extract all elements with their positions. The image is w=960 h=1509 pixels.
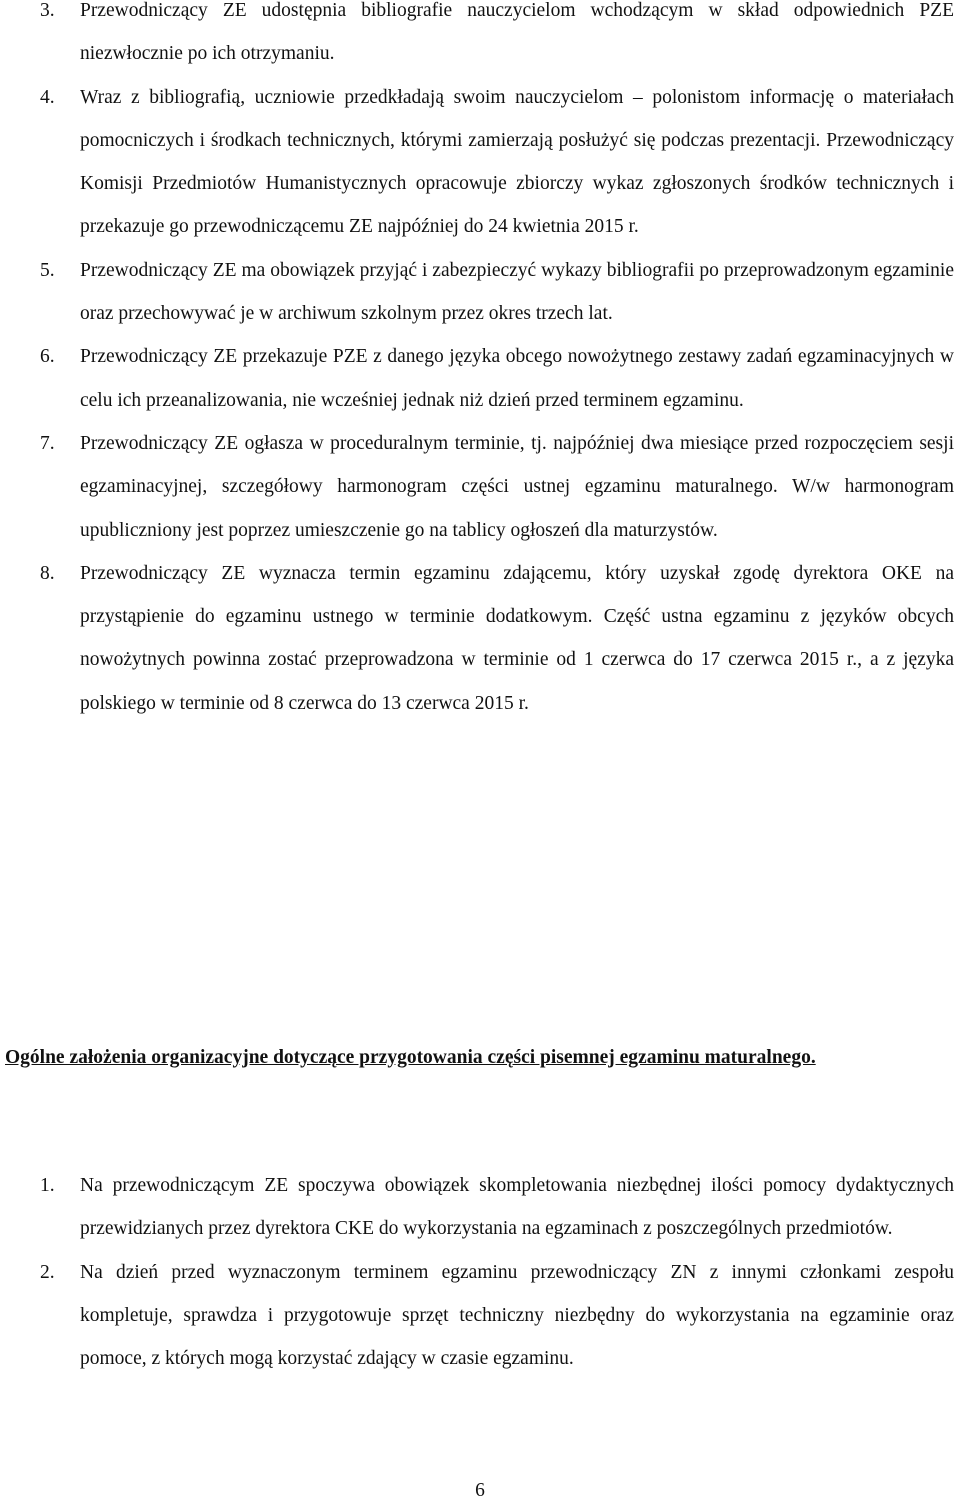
list-item-number: 2.: [40, 1261, 55, 1283]
list-item-number: 3.: [40, 0, 55, 21]
list-item-number: 1.: [40, 1175, 55, 1196]
list-item-number: 5.: [40, 259, 55, 281]
list-item-number: 7.: [40, 432, 55, 454]
list-item-text: Przewodniczący ZE przekazuje PZE z danego języka obcego nowożytnego zestawy zadań egzaminacyjnych w celu ich przeanalizowania, nie wcześniej jednak niż dzień przed terminem egzaminu.: [80, 346, 954, 411]
list-item-text: Wraz z bibliografią, uczniowie przedkładają swoim nauczycielom – polonistom informację o materiałach pomocniczych i środkach technicznych, którymi zamierzają posłużyć się podczas prezentacji. Przewodniczący Komisji Przedmiotów Humanistycznych opracowuje zbiorczy wykaz zgłoszonych środków technicznych i przekazuje go przewodniczącemu ZE najpóźniej do 24 kwietnia 2015 r.: [80, 86, 954, 238]
page-number: 6: [475, 1480, 485, 1501]
list-item: [0, 249, 960, 336]
section-heading: Ogólne założenia organizacyjne dotyczące przygotowania części pisemnej egzaminu maturalnego.: [5, 1047, 816, 1068]
list-item: [0, 1251, 960, 1381]
list-item: [0, 552, 960, 725]
list-item-number: 6.: [40, 346, 55, 368]
list-item-number: 4.: [40, 86, 55, 108]
list-item: [0, 76, 960, 249]
list-item: [0, 0, 960, 76]
list-item: [0, 422, 960, 552]
list-item-text: Na dzień przed wyznaczonym terminem egzaminu przewodniczący ZN z innymi członkami zespołu kompletuje, sprawdza i przygotowuje sprzęt techniczny niezbędny do wykorzystania na egzaminie oraz pomoce, z których mogą korzystać zdający w czasie egzaminu.: [80, 1261, 954, 1370]
list-item-text: Przewodniczący ZE wyznacza termin egzaminu zdającemu, który uzyskał zgodę dyrektora OKE na przystąpienie do egzaminu ustnego w terminie dodatkowym. Część ustna egzaminu z języków obcych nowożytnych powinna zostać przeprowadzona w terminie od 1 czerwca do 17 czerwca 2015 r., a z języka polskiego w terminie od 8 czerwca do 13 czerwca 2015 r.: [80, 562, 954, 714]
written-exam-list: [0, 1164, 960, 1380]
list-item-text: Na przewodniczącym ZE spoczywa obowiązek skompletowania niezbędnej ilości pomocy dydaktycznych przewidzianych przez dyrektora CKE do wykorzystania na egzaminach z poszczególnych przedmiotów.: [80, 1175, 954, 1240]
list-item-text: Przewodniczący ZE ogłasza w proceduralnym terminie, tj. najpóźniej dwa miesiące przed rozpoczęciem sesji egzaminacyjnej, szczegółowy harmonogram części ustnej egzaminu maturalnego. W/w harmonogram upubliczniony jest poprzez umieszczenie go na tablicy ogłoszeń dla maturzystów.: [80, 432, 954, 541]
list-item-text: Przewodniczący ZE ma obowiązek przyjąć i zabezpieczyć wykazy bibliografii po przeprowadzonym egzaminie oraz przechowywać je w archiwum szkolnym przez okres trzech lat.: [80, 259, 954, 325]
list-item-text: Przewodniczący ZE udostępnia bibliografie nauczycielom wchodzącym w skład odpowiednich PZE niezwłocznie po ich otrzymaniu.: [80, 0, 954, 65]
procedure-list: [0, 0, 960, 725]
list-item-number: 8.: [40, 562, 55, 584]
list-item: [0, 335, 960, 422]
list-item: [0, 1164, 960, 1251]
